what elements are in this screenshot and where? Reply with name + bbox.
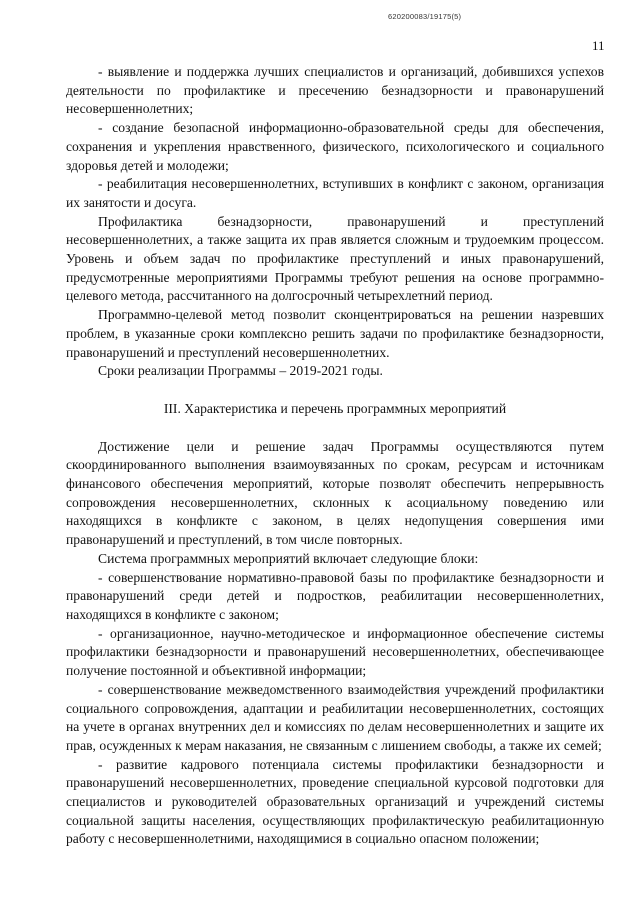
section-heading: III. Характеристика и перечень программных мероприятий	[163, 400, 507, 416]
document-id: 620200083/19175(5)	[388, 12, 462, 21]
paragraph: - совершенствование нормативно-правовой базы по профилактике безнадзорности и правонарушений среди детей и подростков, реабилитации несовершеннолетних, находящихся в конфликте с законом;	[66, 569, 604, 622]
paragraph: Сроки реализации Программы – 2019-2021 годы.	[98, 363, 383, 379]
paragraph: - выявление и поддержка лучших специалистов и организаций, добившихся успехов деятельности по профилактике и пресечению безнадзорности и правонарушений несовершеннолетних;	[66, 64, 604, 117]
paragraph: - создание безопасной информационно-образовательной среды для обеспечения, сохранения и укрепления нравственного, физического, психологического и социального здоровья детей и молодежи;	[66, 120, 604, 173]
paragraph: - развитие кадрового потенциала системы профилактики безнадзорности и правонарушений несовершеннолетних, проведение специальной курсовой подготовки для специалистов и руководителей образовательных организаций и учреждений системы социальной защиты населения, осуществляющих профилактическую реабилитационную работу с несовершеннолетними, находящимися в социально опасном положении;	[66, 756, 604, 847]
paragraph: Система программных мероприятий включает следующие блоки:	[98, 550, 479, 566]
paragraph: Профилактика безнадзорности, правонарушений и преступлений несовершеннолетних, а также защита их прав является сложным и трудоемким процессом. Уровень и объем задач по профилактике преступлений и иных правонарушений, предусмотренные мероприятиями Программы требуют решения на основе программно-целевого метода, рассчитанного на долгосрочный четырехлетний период.	[66, 213, 604, 304]
paragraph: Достижение цели и решение задач Программы осуществляются путем скоординированного выполнения взаимоувязанных по срокам, ресурсам и источникам финансового обеспечения мероприятий, которые позволят обеспечить непрерывность сопровождения несовершеннолетних, склонных к асоциальному поведению или находящихся в конфликте с законом, в целях недопущения совершения ими правонарушений и преступлений, в том числе повторных.	[66, 438, 604, 548]
paragraph: - реабилитация несовершеннолетних, вступивших в конфликт с законом, организация их занятости и досуга.	[66, 176, 604, 210]
paragraph: - организационное, научно-методическое и информационное обеспечение системы профилактики безнадзорности и правонарушений несовершеннолетних, обеспечивающее получение постоянной и объективной информации;	[66, 625, 604, 679]
paragraph: - совершенствование межведомственного взаимодействия учреждений профилактики социального сопровождения, адаптации и реабилитации несовершеннолетних, состоящих на учете в органах внутренних дел и комиссиях по делам несовершеннолетних и защите их прав, осужденных к мерам наказания, не связанным с лишением свободы, а также их семей;	[66, 681, 604, 753]
paragraph: Программно-целевой метод позволит сконцентрироваться на решении назревших проблем, в указанные сроки комплексно решить задачи по профилактике безнадзорности, правонарушений и преступлений несовершеннолетних.	[66, 307, 604, 360]
page-number: 11	[592, 38, 605, 53]
document-body	[66, 63, 604, 849]
